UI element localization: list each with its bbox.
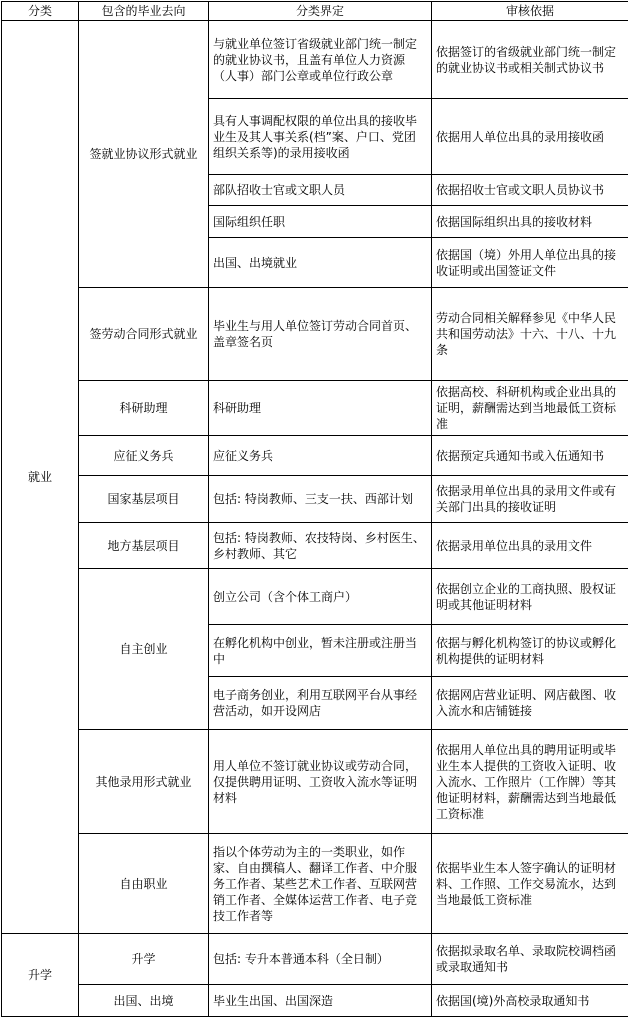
- basis-cell: 依据签订的省级就业部门统一制定的就业协议书或相关制式协议书: [432, 21, 628, 99]
- subcategory-other: 其他录用形式就业: [79, 730, 209, 834]
- header-row: [2, 2, 628, 21]
- definition-cell: 具有人事调配权限的单位出具的接收毕业生及其人事关系(档”案、户口、党团组织关系等)的录用接收函: [209, 99, 432, 175]
- subcategory-study: 升学: [79, 934, 209, 985]
- basis-cell: 依据高校、科研机构或企业出具的证明，薪酬需达到当地最低工资标准: [432, 381, 628, 436]
- definition-cell: 包括: 特岗教师、三支一扶、西部计划: [209, 476, 432, 523]
- table-row: [2, 523, 628, 569]
- table-row: [2, 476, 628, 523]
- category-further: 升学: [2, 934, 79, 1017]
- definition-cell: 包括: 专升本普通本科（全日制）: [209, 934, 432, 985]
- basis-cell: 依据预定兵通知书或入伍通知书: [432, 436, 628, 476]
- definition-cell: 电子商务创业，利用互联网平台从事经营活动，如开设网店: [209, 677, 432, 730]
- basis-cell: 劳动合同相关解释参见《中华人民共和国劳动法》十六、十八、十九条: [432, 288, 628, 381]
- subcategory-military: 应征义务兵: [79, 436, 209, 476]
- basis-cell: 依据用人单位出具的聘用证明或毕业生本人提供的工资收入证明、收入流水、工作照片（工作牌）等其他证明材料，薪酬需达到当地最低工资标准: [432, 730, 628, 834]
- basis-cell: 依据国（境）外用人单位出具的接收证明或出国签证文件: [432, 238, 628, 288]
- definition-cell: 毕业生与用人单位签订劳动合同首页、盖章签名页: [209, 288, 432, 381]
- basis-cell: 依据创立企业的工商执照、股权证明或其他证明材料: [432, 569, 628, 625]
- definition-cell: 用人单位不签订就业协议或劳动合同，仅提供聘用证明、工资收入流水等证明材料: [209, 730, 432, 834]
- basis-cell: 依据国际组织出具的接收材料: [432, 206, 628, 238]
- basis-cell: 依据网店营业证明、网店截图、收入流水和店铺链接: [432, 677, 628, 730]
- table-row: [2, 834, 628, 934]
- definition-cell: 出国、出境就业: [209, 238, 432, 288]
- header-definition: 分类界定: [209, 2, 432, 21]
- subcategory-research: 科研助理: [79, 381, 209, 436]
- header-category: 分类: [2, 2, 79, 21]
- definition-cell: 部队招收士官或文职人员: [209, 175, 432, 206]
- subcategory-startup: 自主创业: [79, 569, 209, 730]
- subcategory-abroad: 出国、出境: [79, 985, 209, 1017]
- definition-cell: 国际组织任职: [209, 206, 432, 238]
- basis-cell: 依据拟录取名单、录取院校调档函或录取通知书: [432, 934, 628, 985]
- basis-cell: 依据毕业生本人签字确认的证明材料、工作照、工作交易流水，达到当地最低工资标准: [432, 834, 628, 934]
- basis-cell: 依据招收士官或文职人员协议书: [432, 175, 628, 206]
- table-row: [2, 569, 628, 625]
- definition-cell: 创立公司（含个体工商户）: [209, 569, 432, 625]
- subcategory-contract: 签劳动合同形式就业: [79, 288, 209, 381]
- basis-cell: 依据录用单位出具的录用文件或有关部门出具的接收证明: [432, 476, 628, 523]
- table-row: [2, 730, 628, 834]
- graduate-destination-table: [1, 1, 628, 1017]
- table-row: [2, 21, 628, 99]
- definition-cell: 包括: 特岗教师、农技特岗、乡村医生、乡村教师、其它: [209, 523, 432, 569]
- header-destination: 包含的毕业去向: [79, 2, 209, 21]
- subcategory-local: 地方基层项目: [79, 523, 209, 569]
- basis-cell: 依据国(境)外高校录取通知书: [432, 985, 628, 1017]
- subcategory-freelance: 自由职业: [79, 834, 209, 934]
- basis-cell: 依据与孵化机构签订的协议或孵化机构提供的证明材料: [432, 625, 628, 677]
- header-basis: 审核依据: [432, 2, 628, 21]
- definition-cell: 应征义务兵: [209, 436, 432, 476]
- definition-cell: 毕业生出国、出国深造: [209, 985, 432, 1017]
- basis-cell: 依据用人单位出具的录用接收函: [432, 99, 628, 175]
- subcategory-national: 国家基层项目: [79, 476, 209, 523]
- subcategory-agreement: 签就业协议形式就业: [79, 21, 209, 288]
- table-row: [2, 985, 628, 1017]
- table-row: [2, 381, 628, 436]
- definition-cell: 在孵化机构中创业，暂未注册或注册当中: [209, 625, 432, 677]
- basis-cell: 依据录用单位出具的录用文件: [432, 523, 628, 569]
- definition-cell: 科研助理: [209, 381, 432, 436]
- definition-cell: 指以个体劳动为主的一类职业，如作家、自由撰稿人、翻译工作者、中介服务工作者、某些艺术工作者、互联网营销工作者、全媒体运营工作者、电子竞技工作者等: [209, 834, 432, 934]
- table-row: [2, 288, 628, 381]
- definition-cell: 与就业单位签订省级就业部门统一制定的就业协议书，且盖有单位人力资源（人事）部门公章或单位行政公章: [209, 21, 432, 99]
- category-employment: 就业: [2, 21, 79, 934]
- table-row: [2, 934, 628, 985]
- table-row: [2, 436, 628, 476]
